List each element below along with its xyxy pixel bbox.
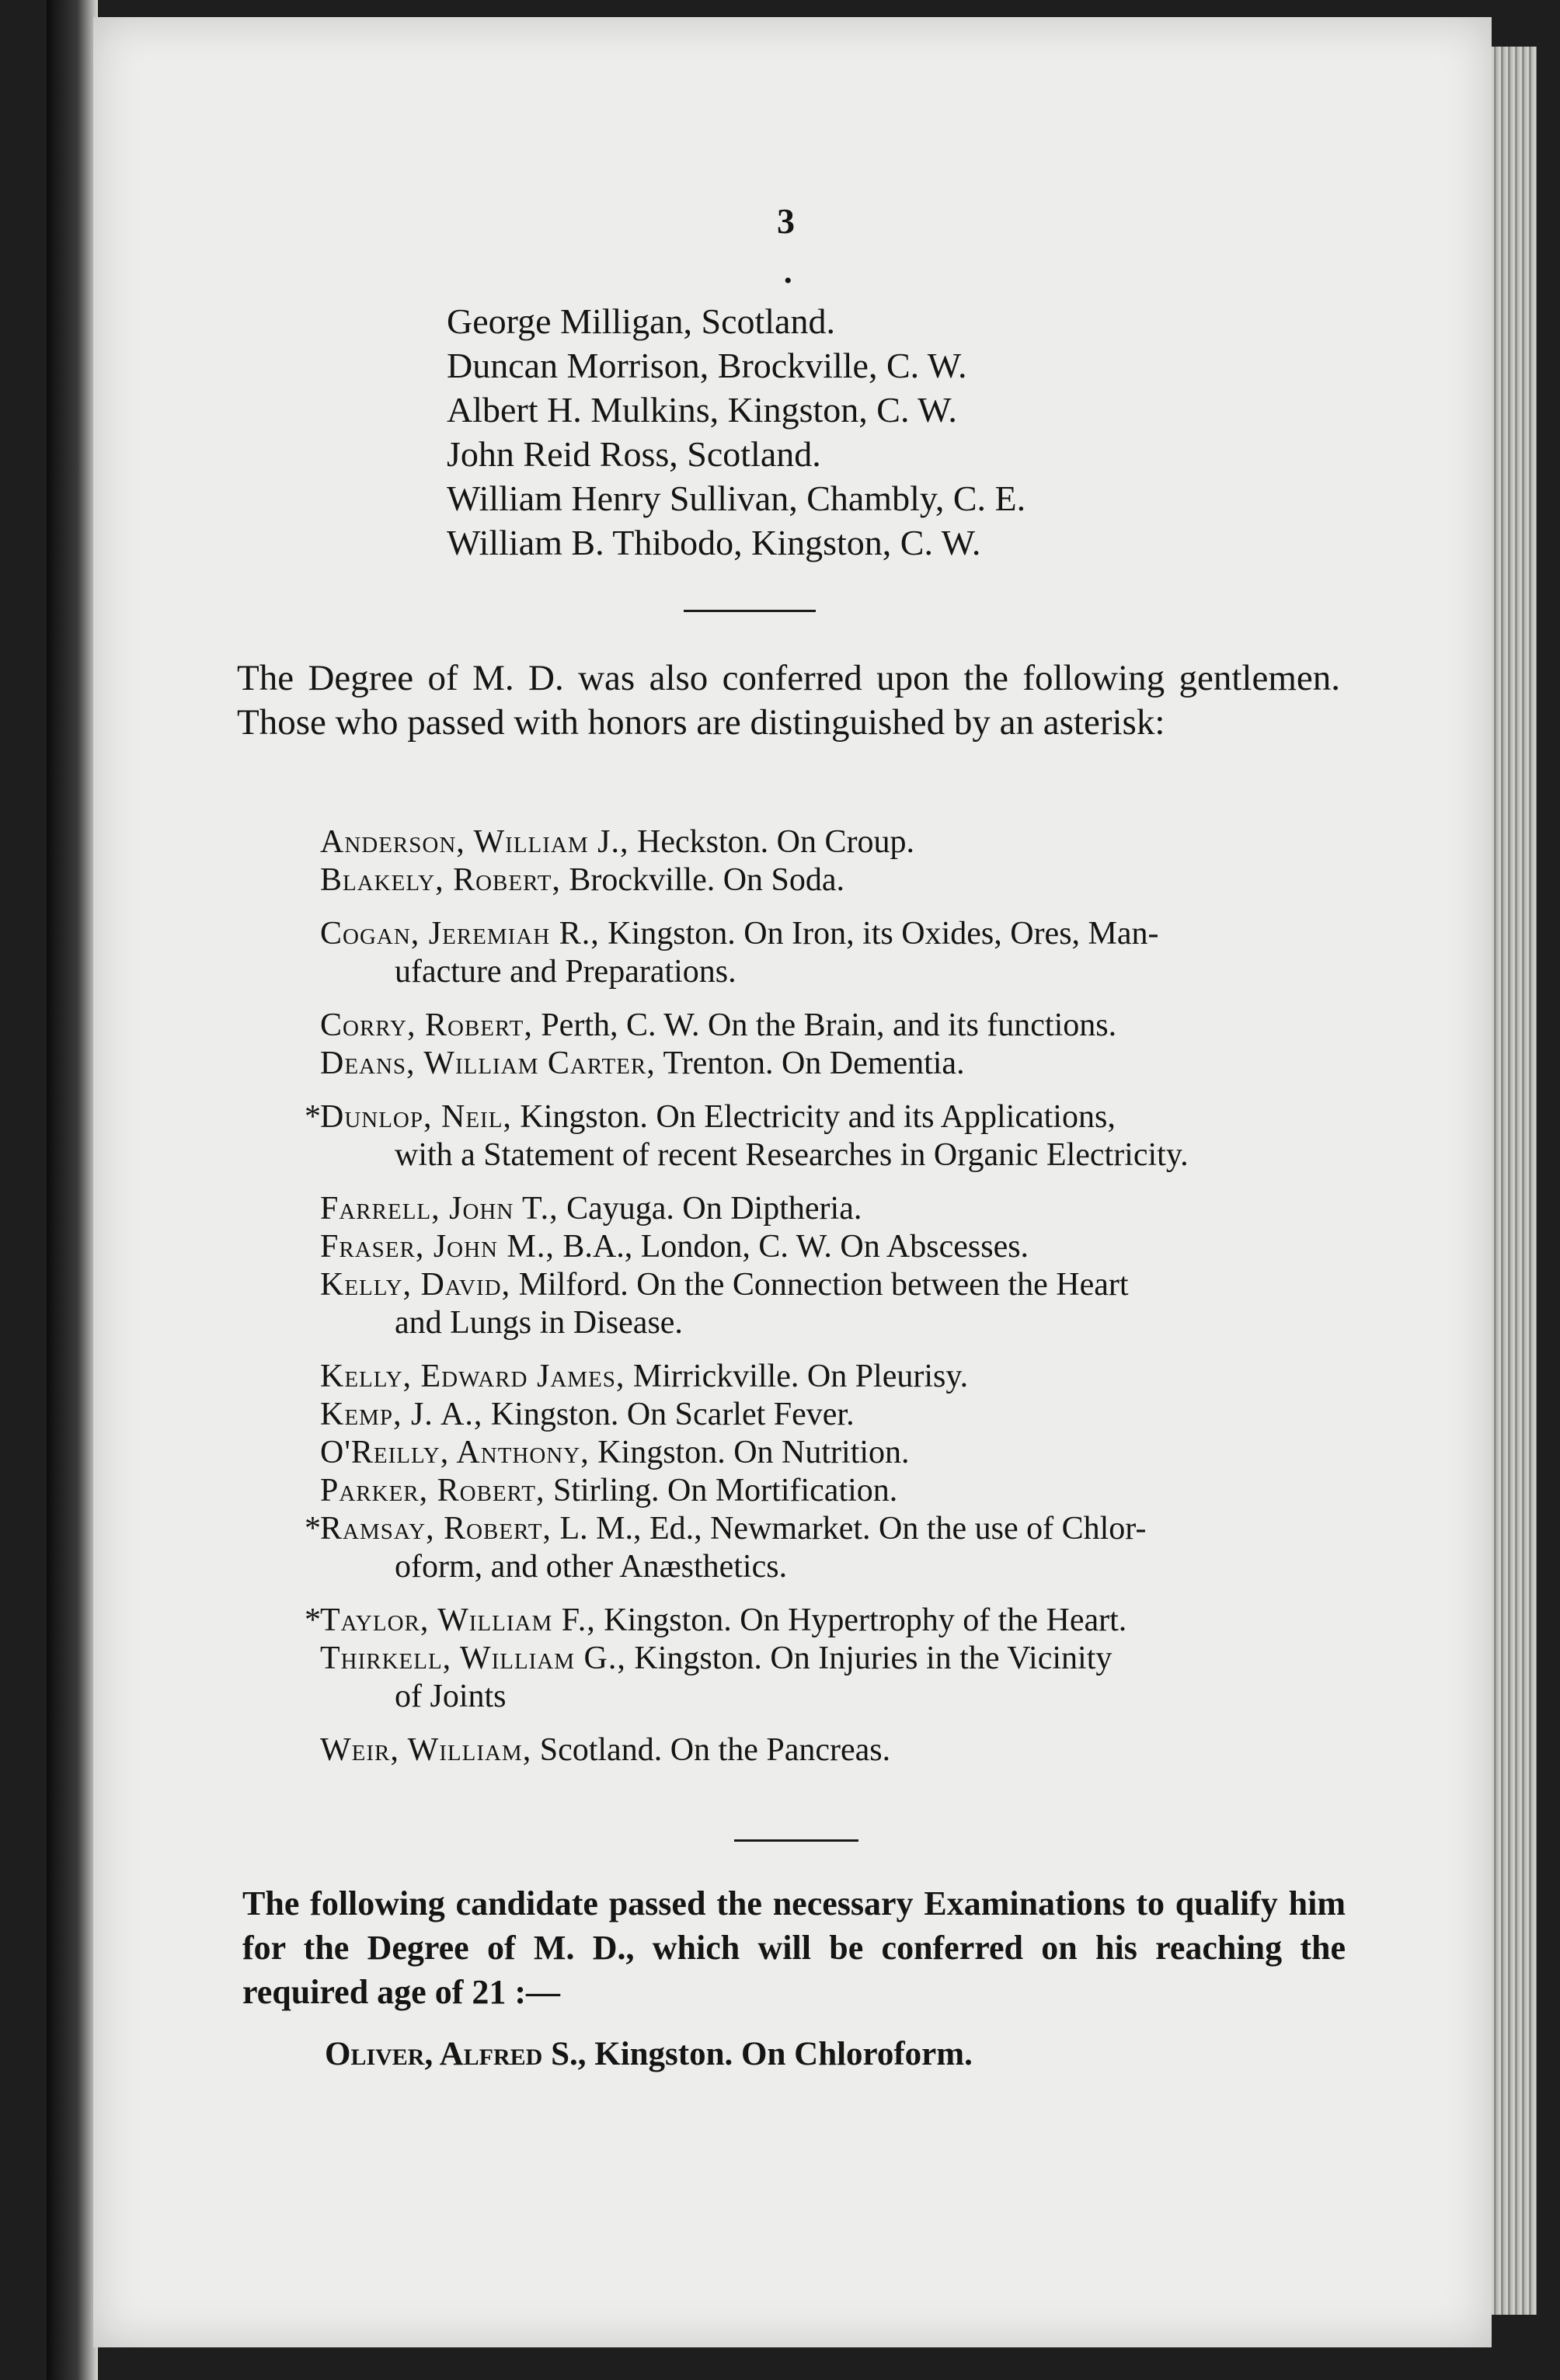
graduate-entry <box>320 1358 1346 1396</box>
graduate-thesis-continued: oform, and other Anæsthetics. <box>395 1549 788 1585</box>
graduate-name: Fraser, John M., <box>320 1229 555 1265</box>
intro-paragraph: The Degree of M. D. was also conferred upon the following gentlemen. Those who passed with honors are distinguished by an asterisk: <box>237 658 1340 743</box>
graduate-name: Kelly, David, <box>320 1267 511 1303</box>
graduate-entry <box>305 1510 1346 1586</box>
graduate-thesis: Kingston. On Hypertrophy of the Heart. <box>604 1602 1127 1638</box>
graduate-entry <box>320 1396 1346 1434</box>
page-number: 3 <box>777 201 795 241</box>
student-entry: John Reid Ross, Scotland. <box>447 434 821 474</box>
student-list <box>447 299 1025 565</box>
graduate-name: Cogan, Jeremiah R., <box>320 916 600 952</box>
honors-asterisk: * <box>305 1511 321 1547</box>
graduate-thesis-continued: ufacture and Preparations. <box>395 954 736 990</box>
graduate-entry <box>320 1434 1346 1472</box>
honors-asterisk: * <box>305 1099 321 1135</box>
graduate-thesis: Cayuga. On Diptheria. <box>566 1191 862 1227</box>
candidate-details: Kingston. On Chloroform. <box>594 2036 973 2072</box>
entry-gap <box>320 1716 1346 1731</box>
graduate-name: Deans, William Carter, <box>320 1046 656 1081</box>
graduate-thesis: Mirrickville. On Pleurisy. <box>632 1359 969 1394</box>
graduate-entry <box>320 1640 1346 1716</box>
graduate-thesis: Milford. On the Connection between the Heart <box>518 1267 1129 1303</box>
graduate-name: Farrell, John T., <box>320 1191 559 1227</box>
graduate-thesis: Heckston. On Croup. <box>637 824 914 860</box>
graduate-thesis: Brockville. On Soda. <box>569 862 845 898</box>
graduate-thesis: Stirling. On Mortification. <box>552 1473 898 1508</box>
graduate-name: Thirkell, William G., <box>320 1641 626 1676</box>
entry-gap <box>320 899 1346 915</box>
graduate-thesis-continued: of Joints <box>395 1679 507 1714</box>
graduate-thesis: B.A., London, C. W. On Abscesses. <box>562 1229 1029 1265</box>
graduate-entry <box>320 1190 1346 1228</box>
graduate-name: Kelly, Edward James, <box>320 1359 625 1394</box>
entry-gap <box>320 1342 1346 1358</box>
graduate-name: Kemp, J. A., <box>320 1397 483 1432</box>
page-dot: • <box>784 268 792 294</box>
section-rule <box>734 1839 858 1842</box>
student-entry: Albert H. Mulkins, Kingston, C. W. <box>447 390 957 430</box>
entry-gap <box>320 1586 1346 1602</box>
graduate-entry <box>320 1731 1346 1769</box>
graduate-entry <box>305 1602 1346 1640</box>
page-edges <box>1492 47 1537 2315</box>
entry-gap <box>320 1083 1346 1098</box>
graduate-thesis-continued: with a Statement of recent Researches in Organic Electricity. <box>395 1137 1189 1173</box>
graduate-name: Dunlop, Neil, <box>320 1099 512 1135</box>
graduate-entry <box>320 915 1346 991</box>
graduate-thesis: Kingston. On Electricity and its Applications, <box>520 1099 1116 1135</box>
honors-asterisk: * <box>305 1602 321 1638</box>
graduates-list <box>305 823 1346 1769</box>
graduate-thesis: Kingston. On Iron, its Oxides, Ores, Man- <box>608 916 1159 952</box>
candidate-name: Oliver, Alfred S., <box>325 2036 587 2072</box>
student-entry: William Henry Sullivan, Chambly, C. E. <box>447 478 1026 518</box>
graduate-entry <box>320 823 1346 861</box>
graduate-entry <box>320 1266 1346 1342</box>
graduate-name: Parker, Robert, <box>320 1473 545 1508</box>
graduate-entry <box>320 861 1346 899</box>
graduate-thesis: Kingston. On Injuries in the Vicinity <box>634 1641 1113 1676</box>
graduate-name: Ramsay, Robert, <box>320 1511 552 1547</box>
graduate-entry <box>320 1228 1346 1266</box>
final-note: The following candidate passed the necessary Examinations to qualify him for the Degree of M. D., which will be conferred on his reaching the required age of 21 :— <box>242 1884 1346 2011</box>
graduate-name: Anderson, William J., <box>320 824 629 860</box>
student-entry: Duncan Morrison, Brockville, C. W. <box>447 346 967 385</box>
graduate-thesis: Scotland. On the Pancreas. <box>539 1732 891 1768</box>
graduate-entry <box>320 1472 1346 1510</box>
graduate-name: O'Reilly, Anthony, <box>320 1435 590 1470</box>
graduate-name: Weir, William, <box>320 1732 532 1768</box>
book-gutter <box>47 0 98 2380</box>
graduate-thesis-continued: and Lungs in Disease. <box>395 1305 683 1341</box>
graduate-name: Taylor, William F., <box>320 1602 596 1638</box>
section-rule <box>684 610 816 612</box>
graduate-thesis: Trenton. On Dementia. <box>663 1046 965 1081</box>
student-entry: William B. Thibodo, Kingston, C. W. <box>447 523 981 562</box>
graduate-entry <box>320 1045 1346 1083</box>
graduate-thesis: Perth, C. W. On the Brain, and its functions. <box>541 1007 1117 1043</box>
entry-gap <box>320 1174 1346 1190</box>
graduate-thesis: Kingston. On Nutrition. <box>597 1435 910 1470</box>
graduate-entry <box>305 1098 1346 1174</box>
graduate-thesis: L. M., Ed., Newmarket. On the use of Chlor- <box>559 1511 1147 1547</box>
student-entry: George Milligan, Scotland. <box>447 301 835 341</box>
entry-gap <box>320 991 1346 1007</box>
graduate-name: Blakely, Robert, <box>320 862 561 898</box>
graduate-entry <box>320 1007 1346 1045</box>
graduate-name: Corry, Robert, <box>320 1007 533 1043</box>
graduate-thesis: Kingston. On Scarlet Fever. <box>490 1397 855 1432</box>
candidate-entry <box>325 2035 973 2073</box>
